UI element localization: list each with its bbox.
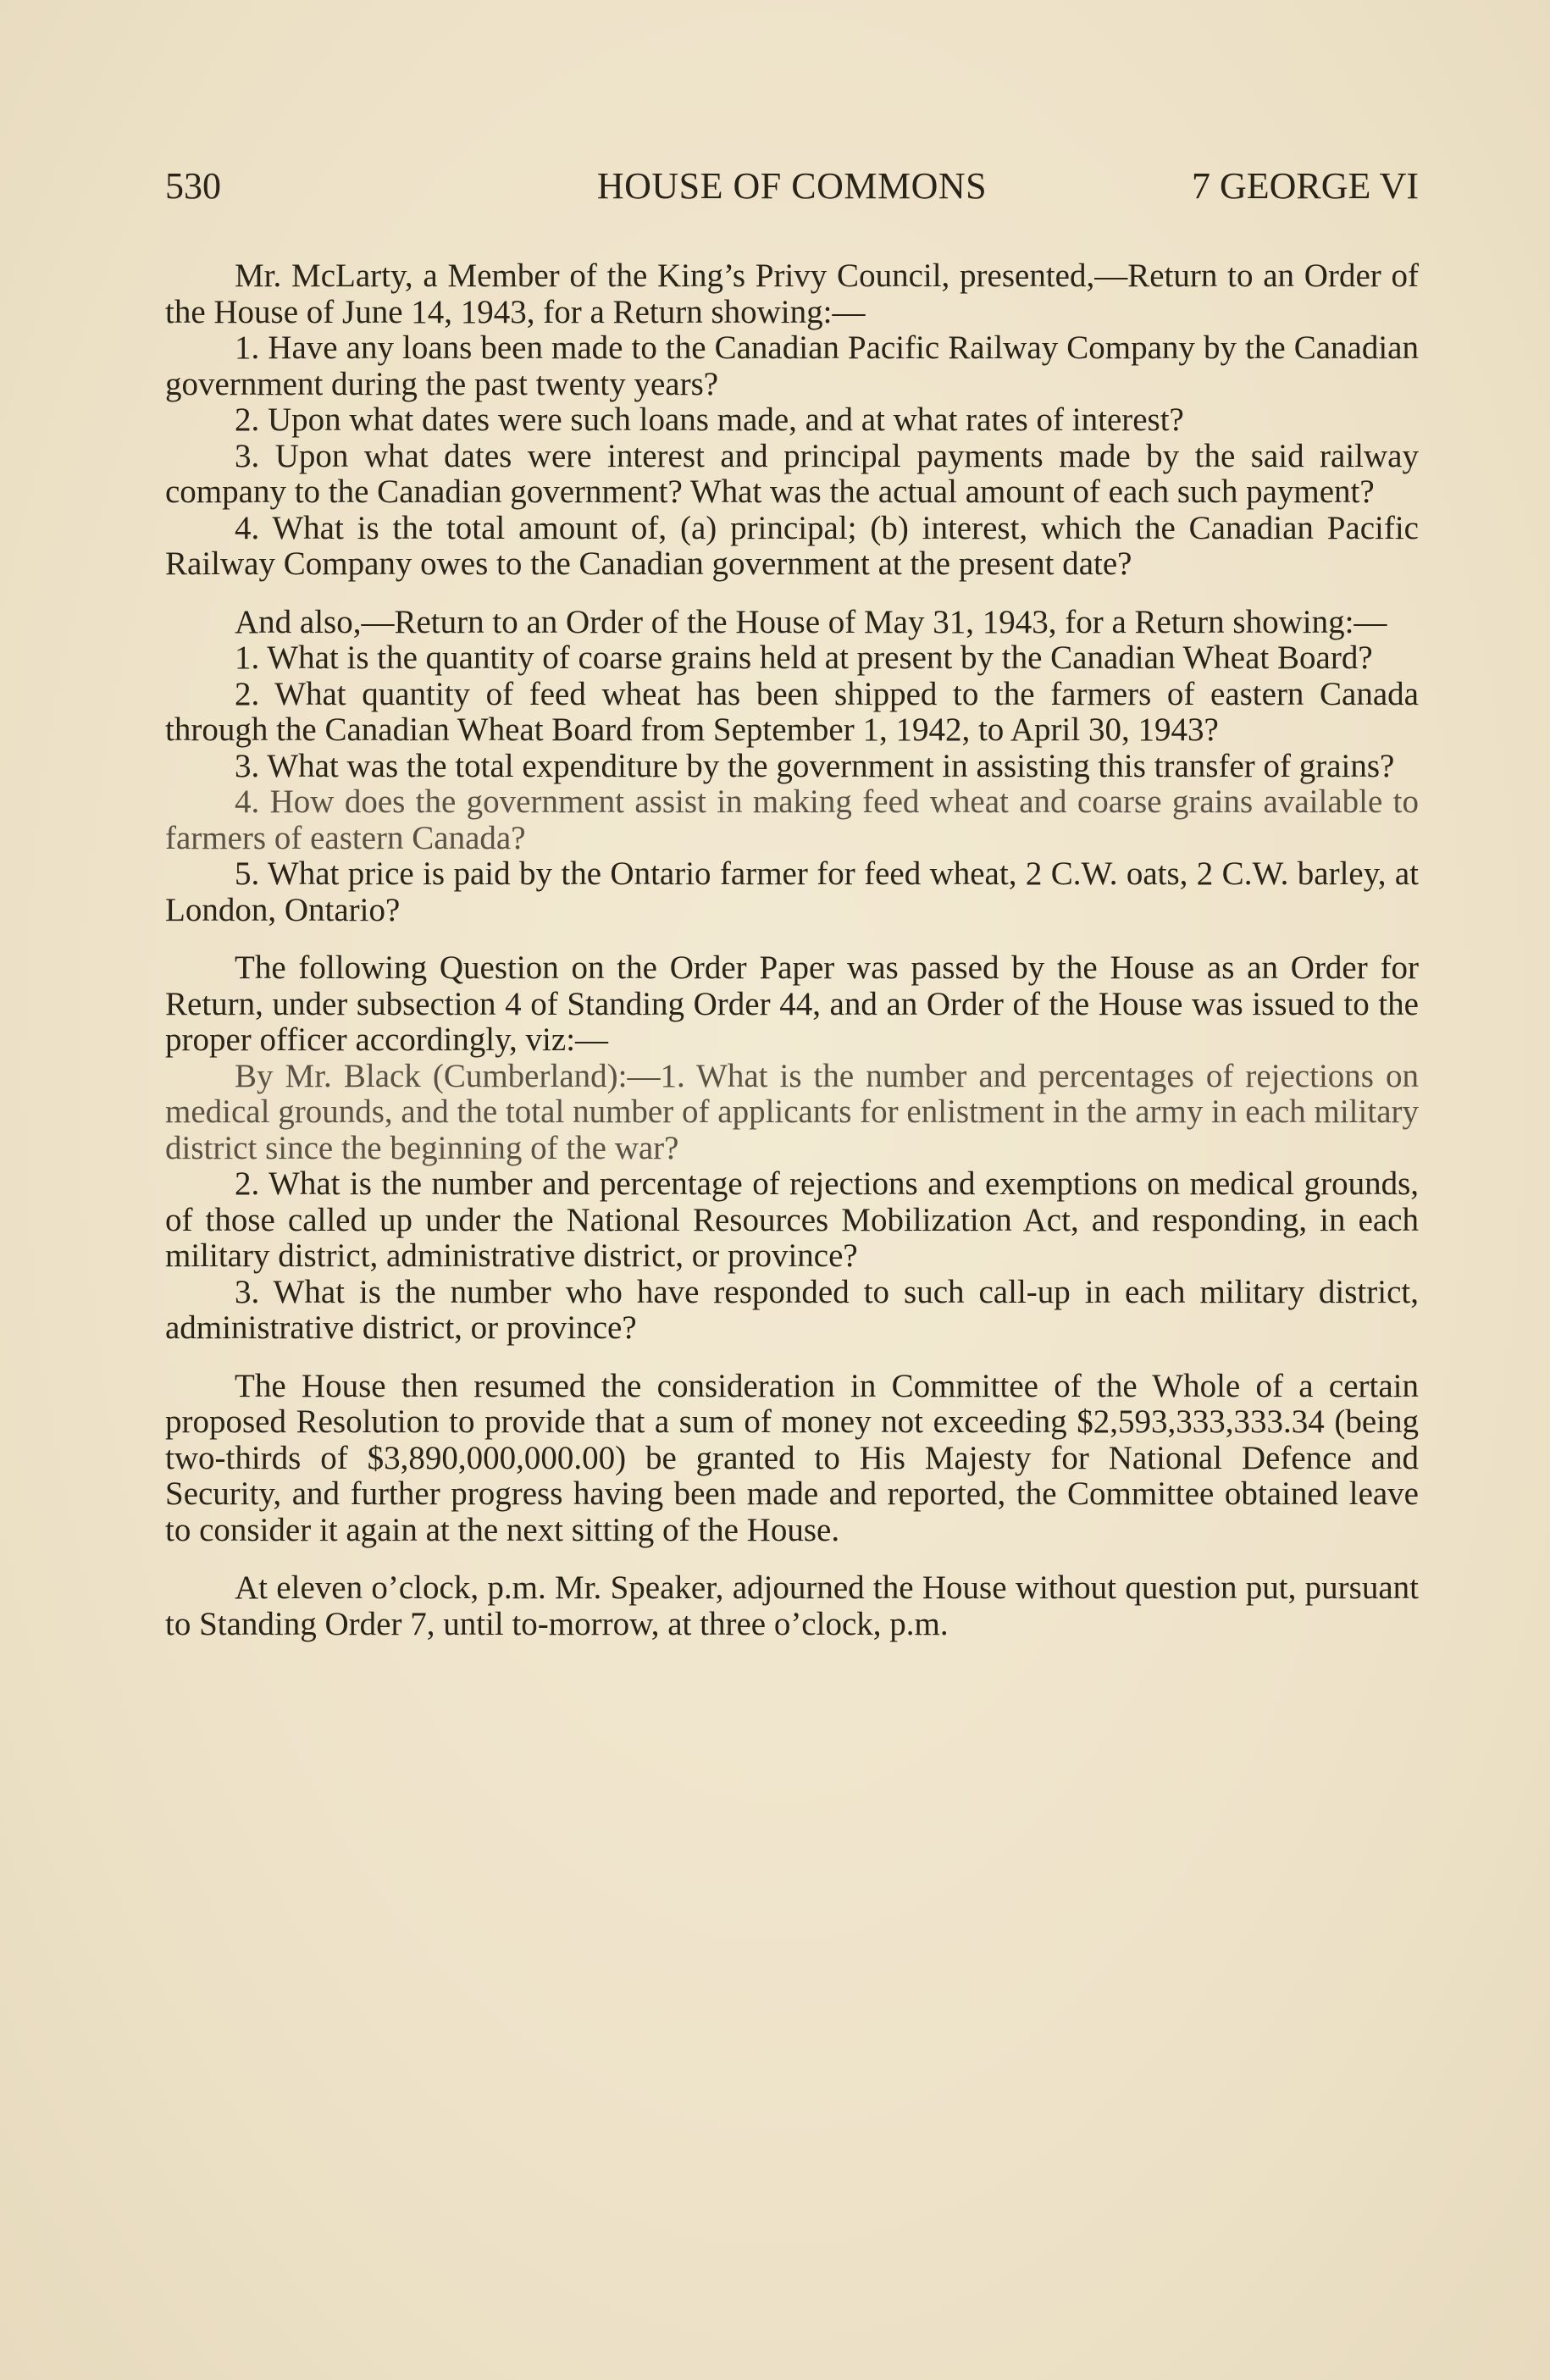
paragraph-gap	[165, 1347, 1419, 1369]
page-header	[165, 161, 1419, 212]
committee-resolution-paragraph: The House then resumed the consideration in Committee of the Whole of a certain proposed Resolution to provide that a sum of money not exceeding $2,593,333,333.34 (being two-thirds of $3,890,000,000.00) be granted to His Majesty for National Defence and Security, and further progress having been made and reported, the Committee obtained leave to consider it again at the next sitting of the House.	[165, 1367, 1419, 1548]
return-cpr-question: 3. Upon what dates were interest and principal payments made by the said railway company to the Canadian government? What was the actual amount of each such payment?	[165, 437, 1419, 510]
page-body	[165, 258, 1419, 1642]
return-grain-question: 1. What is the quantity of coarse grains held at present by the Canadian Wheat Board?	[235, 639, 1373, 676]
paragraph-gap	[165, 1548, 1419, 1570]
return-grain-intro: And also,—Return to an Order of the House of May 31, 1943, for a Return showing:—	[235, 603, 1387, 640]
order-paper-question: By Mr. Black (Cumberland):—1. What is the number and percentages of rejections on medical grounds, and the total number of applicants for enlistment in the army in each military district since the beginning of the war?	[165, 1057, 1419, 1166]
order-paper-question: 2. What is the number and percentage of rejections and exemptions on medical grounds, of those called up under the National Resources Mobilization Act, and responding, in each military district, administrative district, or province?	[165, 1165, 1419, 1274]
paragraph-gap	[165, 928, 1419, 950]
order-paper-intro: The following Question on the Order Paper was passed by the House as an Order for Return, under subsection 4 of Standing Order 44, and an Order of the House was issued to the proper officer accordingly, viz:—	[165, 949, 1419, 1058]
order-paper-question: 3. What is the number who have responded to such call-up in each military district, administrative district, or province?	[165, 1273, 1419, 1346]
return-cpr-question: 1. Have any loans been made to the Canadian Pacific Railway Company by the Canadian government during the past twenty years?	[165, 329, 1419, 402]
return-grain-question: 4. How does the government assist in making feed wheat and coarse grains available to farmers of eastern Canada?	[165, 783, 1419, 856]
page-title: HOUSE OF COMMONS	[596, 165, 988, 207]
page-number: 530	[165, 165, 221, 207]
return-cpr-question: 4. What is the total amount of, (a) principal; (b) interest, which the Canadian Pacific Railway Company owes to the Canadian government at the present date?	[165, 509, 1419, 582]
adjournment-paragraph: At eleven o’clock, p.m. Mr. Speaker, adjourned the House without question put, pursuant to Standing Order 7, until to-morrow, at three o’clock, p.m.	[165, 1569, 1419, 1642]
return-cpr-question: 2. Upon what dates were such loans made, and at what rates of interest?	[235, 401, 1184, 438]
regnal-year: 7 GEORGE VI	[1191, 165, 1419, 207]
return-cpr-intro: Mr. McLarty, a Member of the King’s Privy Council, presented,—Return to an Order of the House of June 14, 1943, for a Return showing:—	[165, 257, 1419, 330]
return-grain-question: 3. What was the total expenditure by the government in assisting this transfer of grains?	[235, 747, 1395, 784]
paragraph-gap	[165, 583, 1419, 605]
return-grain-question: 2. What quantity of feed wheat has been shipped to the farmers of eastern Canada through the Canadian Wheat Board from September 1, 1942, to April 30, 1943?	[165, 675, 1419, 748]
return-grain-question: 5. What price is paid by the Ontario farmer for feed wheat, 2 C.W. oats, 2 C.W. barley, at London, Ontario?	[165, 855, 1419, 928]
